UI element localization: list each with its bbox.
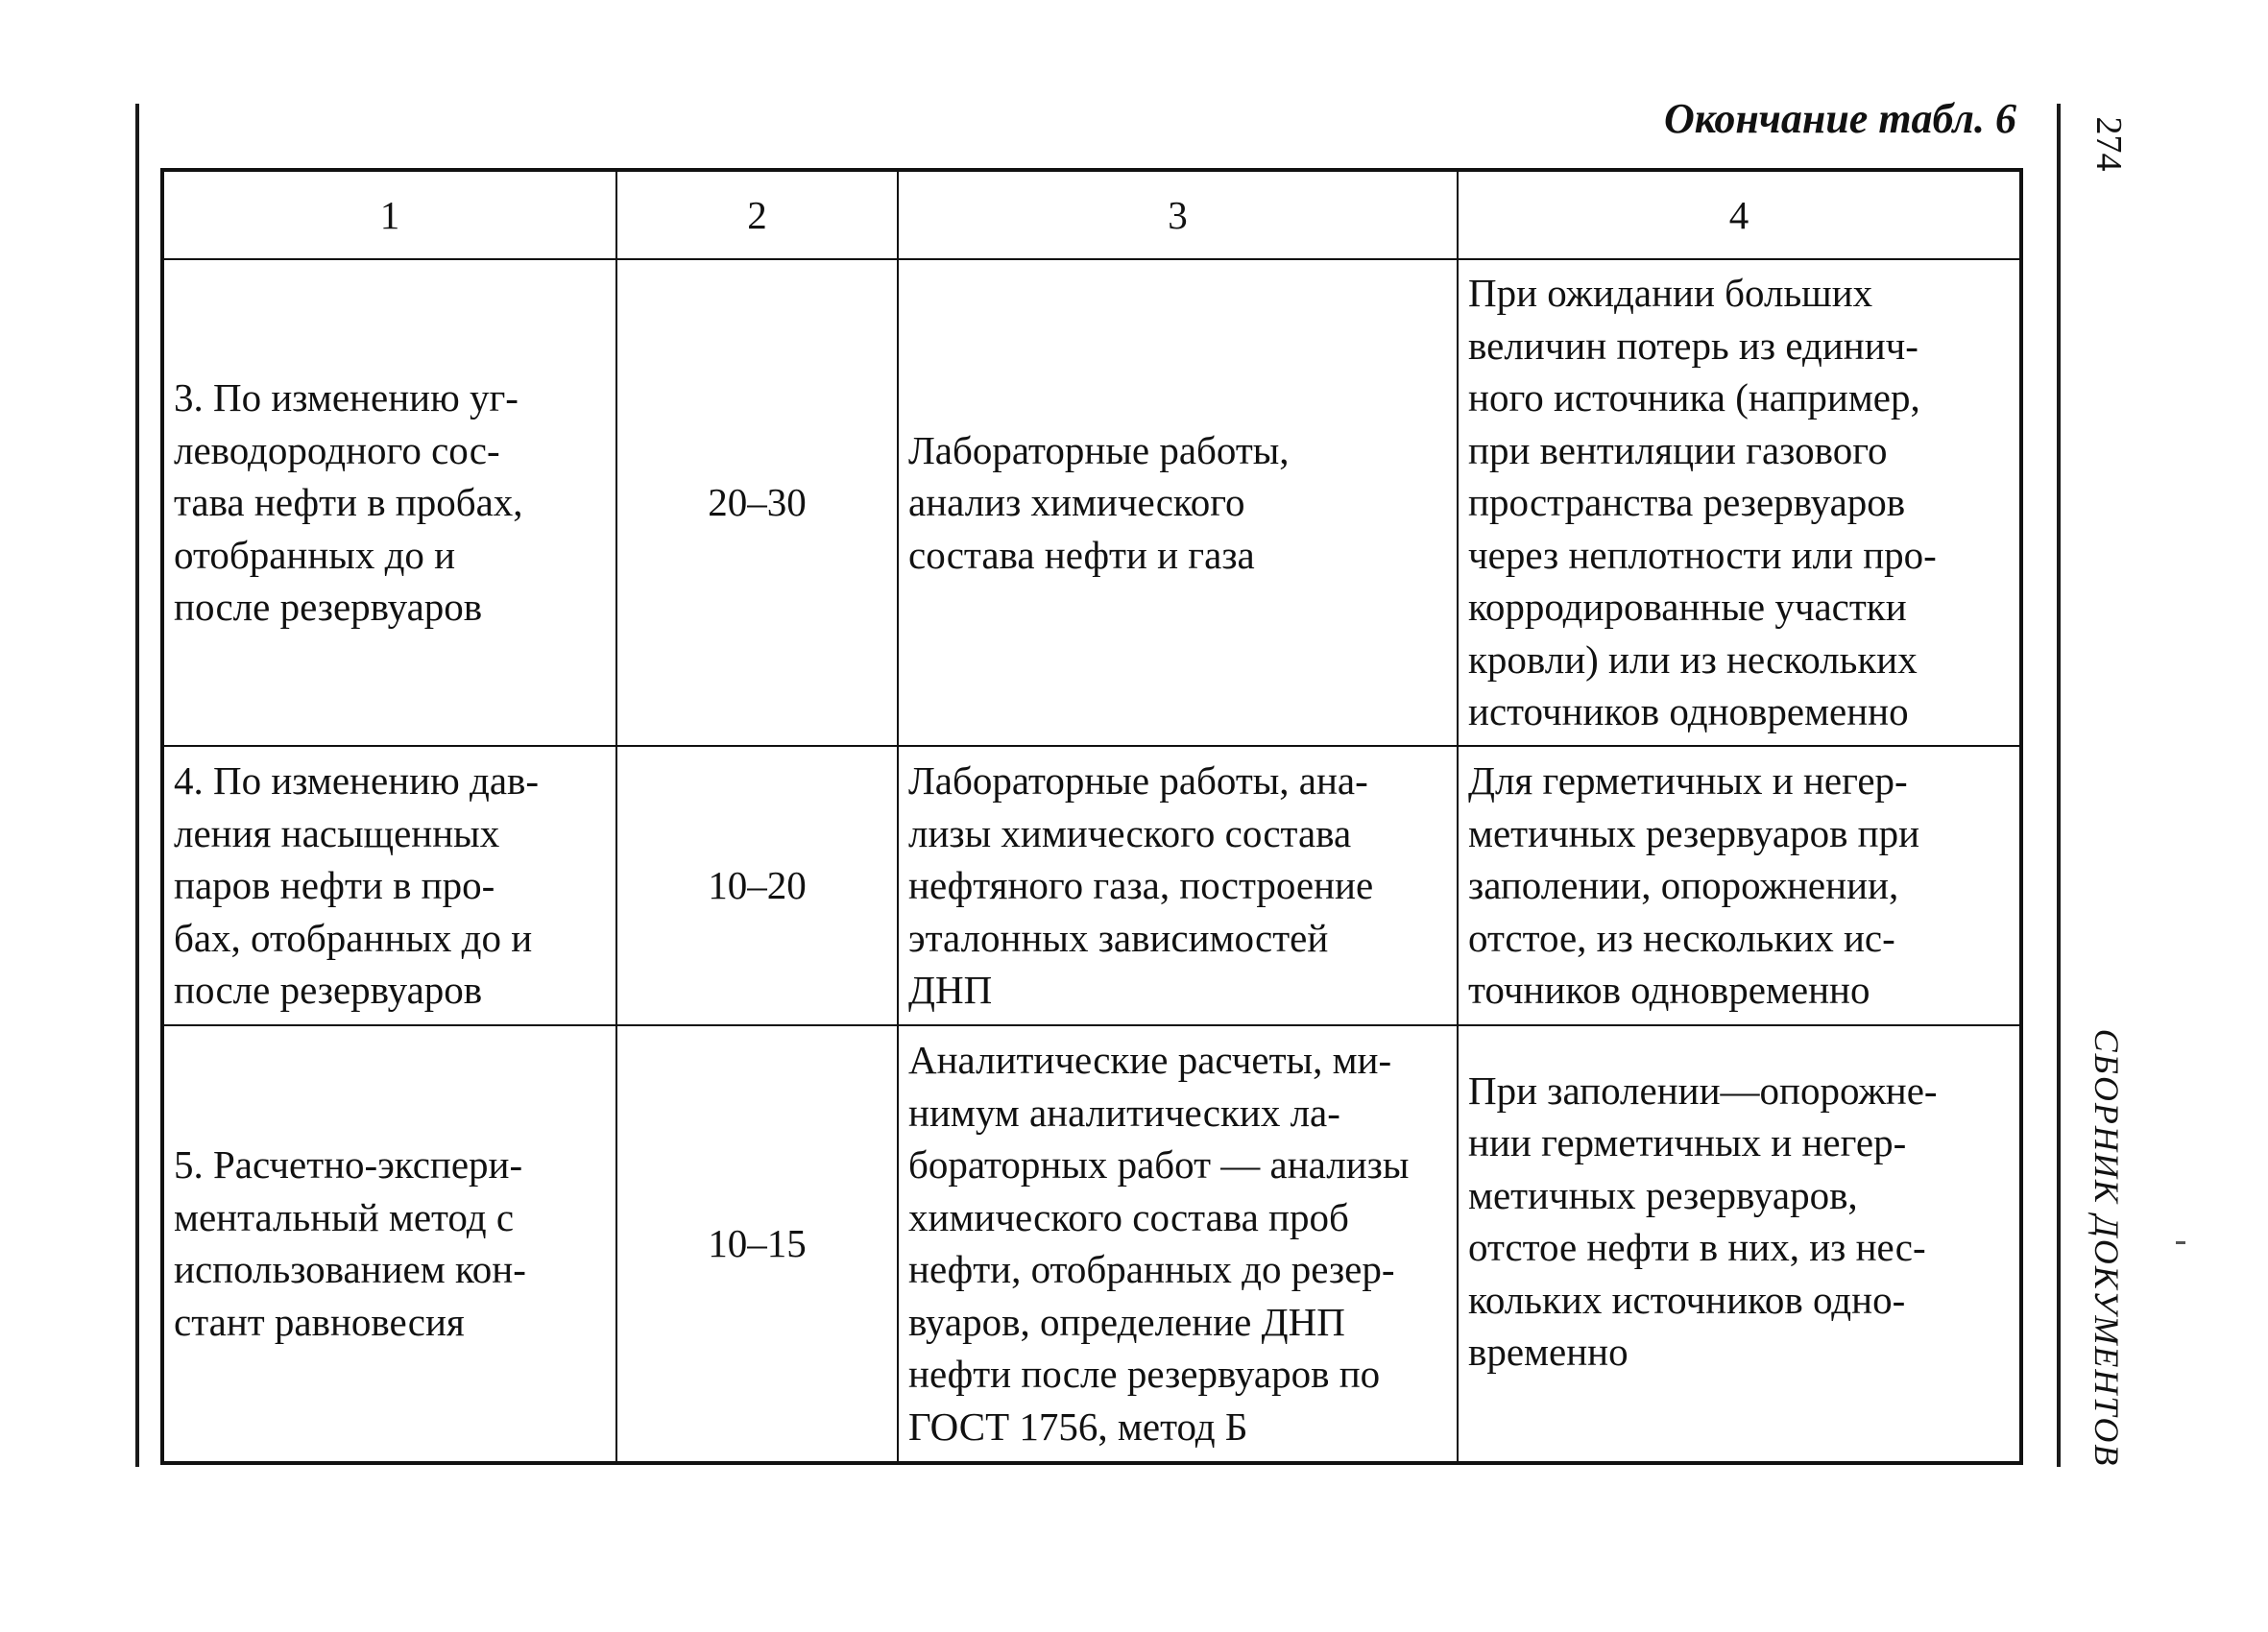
column-header: 2 (616, 170, 898, 259)
range-cell: 10–15 (616, 1025, 898, 1463)
scan-speck (2176, 1241, 2185, 1244)
table-row (162, 1025, 2021, 1463)
method-cell: 3. По изменению уг- леводородного сос- тава нефти в пробах, отобранных до и после резервуаров (162, 259, 616, 746)
running-head: СБОРНИК ДОКУМЕНТОВ (2087, 1028, 2126, 1468)
table-row (162, 746, 2021, 1025)
conditions-cell: Для герметичных и негер- метичных резервуаров при заполении, опорожнении, отстое, из нескольких ис- точников одновременно (1458, 746, 2021, 1025)
method-cell: 5. Расчетно-экспери- ментальный метод с использованием кон- стант равновесия (162, 1025, 616, 1463)
works-cell: Лабораторные работы, ана- лизы химического состава нефтяного газа, построение эталонных зависимостей ДНП (898, 746, 1458, 1025)
table-header-row (162, 170, 2021, 259)
column-header: 4 (1458, 170, 2021, 259)
table-caption: Окончание табл. 6 (1663, 95, 2016, 142)
works-cell: Аналитические расчеты, ми- нимум аналитических ла- бораторных работ — анализы химического состава проб нефти, отобранных до резер- вуаров, определение ДНП нефти после резервуаров по ГОСТ 1756, метод Б (898, 1025, 1458, 1463)
column-header: 3 (898, 170, 1458, 259)
works-cell: Лабораторные работы, анализ химического состава нефти и газа (898, 259, 1458, 746)
data-table (160, 168, 2023, 1465)
table-row (162, 259, 2021, 746)
range-cell: 20–30 (616, 259, 898, 746)
conditions-cell: При ожидании больших величин потерь из единич- ного источника (например, при вентиляции газового пространства резервуаров через неплотности или про- корродированные участки кровли) или из нескольких источников одновременно (1458, 259, 2021, 746)
column-header: 1 (162, 170, 616, 259)
right-margin-rule (2057, 104, 2061, 1467)
page-number: 274 (2088, 116, 2129, 172)
left-margin-rule (135, 104, 139, 1467)
method-cell: 4. По изменению дав- ления насыщенных паров нефти в про- бах, отобранных до и после резервуаров (162, 746, 616, 1025)
conditions-cell: При заполении—опорожне- нии герметичных и негер- метичных резервуаров, отстое нефти в них, из нес- кольких источников одно- временно (1458, 1025, 2021, 1463)
range-cell: 10–20 (616, 746, 898, 1025)
